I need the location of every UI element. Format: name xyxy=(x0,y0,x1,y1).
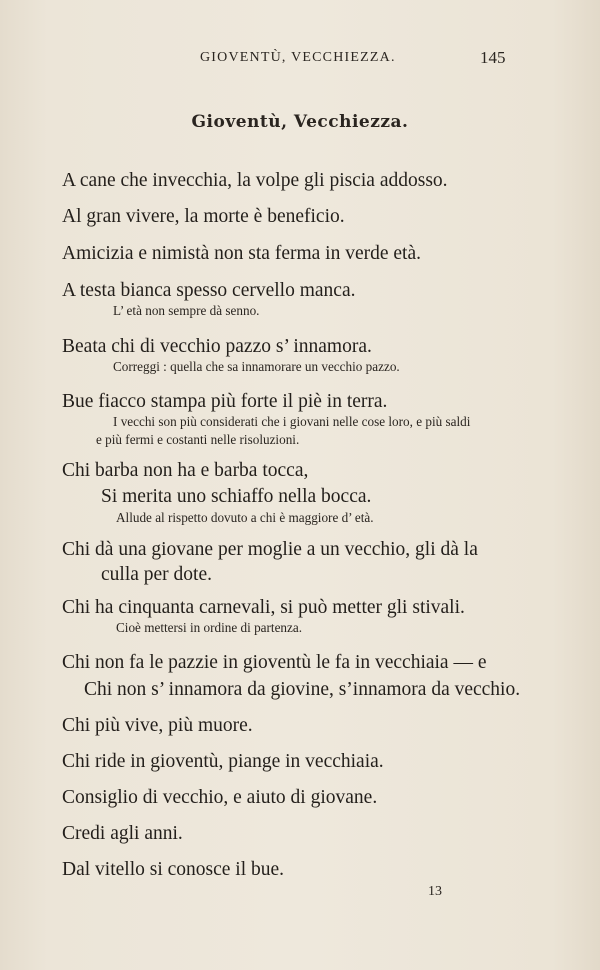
proverb-note: Allude al rispetto dovuto a chi è maggiore d’ età. xyxy=(116,510,374,525)
page-number: 145 xyxy=(480,48,506,67)
proverb-line: Credi agli anni. xyxy=(62,823,183,844)
signature-mark: 13 xyxy=(428,884,442,899)
proverb-line: Chi non s’ innamora da giovine, s’innamora da vecchio. xyxy=(84,679,521,700)
proverb-line: culla per dote. xyxy=(101,564,212,585)
proverb-line: Dal vitello si conosce il bue. xyxy=(62,859,285,880)
proverb-line: Chi barba non ha e barba tocca, xyxy=(62,460,309,481)
proverb-note: e più fermi e costanti nelle risoluzioni. xyxy=(96,432,300,447)
proverb-line: Chi ha cinquanta carnevali, si può metter gli stivali. xyxy=(62,597,465,618)
proverb-line: Chi ride in gioventù, piange in vecchiaia. xyxy=(62,751,384,772)
proverb-line: Bue fiacco stampa più forte il piè in terra. xyxy=(62,391,388,412)
proverb-line: A testa bianca spesso cervello manca. xyxy=(62,280,356,301)
proverb-line: Chi dà una giovane per moglie a un vecchio, gli dà la xyxy=(62,539,478,560)
proverb-line: Amicizia e nimistà non sta ferma in verde età. xyxy=(62,243,421,264)
proverb-note: I vecchi son più considerati che i giovani nelle cose loro, e più saldi xyxy=(113,414,471,429)
proverb-note: Cioè mettersi in ordine di partenza. xyxy=(116,620,303,635)
proverb-line: Chi più vive, più muore. xyxy=(62,715,253,736)
proverb-line: Chi non fa le pazzie in gioventù le fa in vecchiaia — e xyxy=(62,652,487,673)
proverb-note: Correggi : quella che sa innamorare un vecchio pazzo. xyxy=(113,359,400,374)
proverb-line: A cane che invecchia, la volpe gli piscia addosso. xyxy=(62,170,448,191)
running-title: GIOVENTÙ, VECCHIEZZA. xyxy=(200,50,396,65)
section-title: Gioventù, Vecchiezza. xyxy=(191,112,409,132)
proverb-line: Al gran vivere, la morte è beneficio. xyxy=(62,206,345,227)
proverb-note: L’ età non sempre dà senno. xyxy=(113,303,260,318)
running-head xyxy=(0,50,600,70)
proverb-line: Beata chi di vecchio pazzo s’ innamora. xyxy=(62,336,372,357)
proverb-line: Si merita uno schiaffo nella bocca. xyxy=(101,486,372,507)
proverb-line: Consiglio di vecchio, e aiuto di giovane. xyxy=(62,787,378,808)
